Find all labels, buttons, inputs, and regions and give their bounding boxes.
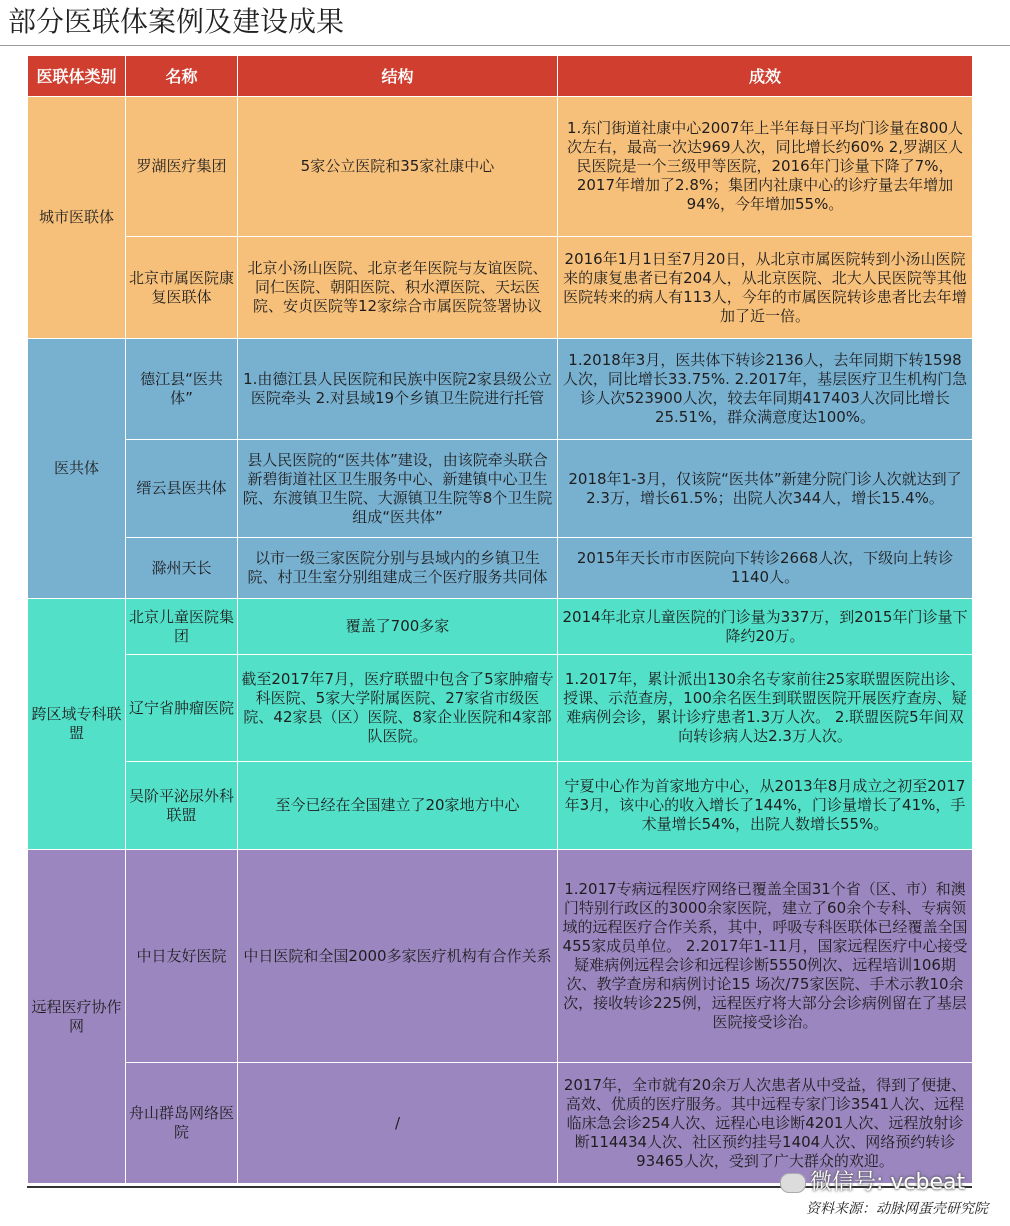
name-cell: 缙云县医共体 [126,440,238,538]
structure-cell: 县人民医院的“医共体”建设，由该院牵头联合新碧街道社区卫生服务中心、新建镇中心卫生院、东渡镇卫生院、大源镇卫生院等8个卫生院组成“医共体” [238,440,558,538]
result-cell: 1.2017年，累计派出130余名专家前往25家联盟医院出诊、授课、示范查房，100余名医生到联盟医院开展医疗查房、疑难病例会诊，累计诊疗患者1.3万人次。 2.联盟医院5年间双向转诊病人达2.3万人次。 [558,655,973,762]
name-cell: 德江县“医共体” [126,339,238,440]
structure-cell: 5家公立医院和35家社康中心 [238,97,558,237]
header-result: 成效 [558,56,973,97]
table-row [28,440,973,538]
page-title: 部分医联体案例及建设成果 [8,5,345,38]
name-cell: 滁州天长 [126,538,238,599]
wechat-watermark [780,1165,965,1196]
name-cell: 舟山群岛网络医院 [126,1063,238,1184]
table-row [28,538,973,599]
name-cell: 吴阶平泌尿外科联盟 [126,762,238,850]
source-note: 资料来源：动脉网蛋壳研究院 [806,1201,988,1217]
title-divider [0,45,1010,46]
wechat-icon [780,1173,806,1193]
table-row [28,237,973,339]
table-row [28,762,973,850]
result-cell: 2015年天长市市医院向下转诊2668人次，下级向上转诊1140人。 [558,538,973,599]
structure-cell: 覆盖了700多家 [238,599,558,655]
result-cell: 2014年北京儿童医院的门诊量为337万，到2015年门诊量下降约20万。 [558,599,973,655]
header-category: 医联体类别 [28,56,126,97]
name-cell: 北京儿童医院集团 [126,599,238,655]
category-cell: 城市医联体 [28,97,126,339]
result-cell: 1.东门街道社康中心2007年上半年每日平均门诊量在800人次左右，最高一次达969人次，同比增长约60% 2,罗湖区人民医院是一个三级甲等医院，2016年门诊量下降了7%，2017年增加了2.8%；集团内社康中心的诊疗量去年增加94%，今年增加55%。 [558,97,973,237]
structure-cell: 以市一级三家医院分别与县域内的乡镇卫生院、村卫生室分别组建成三个医疗服务共同体 [238,538,558,599]
table-row [28,655,973,762]
structure-cell: 至今已经在全国建立了20家地方中心 [238,762,558,850]
structure-cell: / [238,1063,558,1184]
medical-alliance-table [27,55,973,1184]
header-name: 名称 [126,56,238,97]
structure-cell: 北京小汤山医院、北京老年医院与友谊医院、同仁医院、朝阳医院、积水潭医院、天坛医院、安贞医院等12家综合市属医院签署协议 [238,237,558,339]
category-cell: 远程医疗协作网 [28,850,126,1184]
structure-cell: 截至2017年7月，医疗联盟中包含了5家肿瘤专科医院、5家大学附属医院、27家省市级医院、42家县（区）医院、8家企业医院和4家部队医院。 [238,655,558,762]
name-cell: 中日友好医院 [126,850,238,1063]
result-cell: 1.2017专病远程医疗网络已覆盖全国31个省（区、市）和澳门特别行政区的3000余家医院，建立了60余个专科、专病领域的远程医疗合作关系，其中，呼吸专科医联体已经覆盖全国455家成员单位。 2.2017年1-11月，国家远程医疗中心接受疑难病例远程会诊和远程诊断5550例次、远程培训106期次、教学查房和病例讨论15 场次/75家医院、手术示教10余次，接收转诊225例，远程医疗将大部分会诊病例留在了基层医院接受诊治。 [558,850,973,1063]
header-structure: 结构 [238,56,558,97]
category-cell: 医共体 [28,339,126,599]
table-row [28,850,973,1063]
name-cell: 罗湖医疗集团 [126,97,238,237]
name-cell: 辽宁省肿瘤医院 [126,655,238,762]
structure-cell: 1.由德江县人民医院和民族中医院2家县级公立医院牵头 2.对县域19个乡镇卫生院进行托管 [238,339,558,440]
table-header-row [28,56,973,97]
category-cell: 跨区域专科联盟 [28,599,126,850]
result-cell: 1.2018年3月，医共体下转诊2136人，去年同期下转1598人次，同比增长33.75%. 2.2017年，基层医疗卫生机构门急诊人次523900人次，较去年同期417403人次同比增长25.51%，群众满意度达100%。 [558,339,973,440]
table-row [28,339,973,440]
name-cell: 北京市属医院康复医联体 [126,237,238,339]
table-body [28,97,973,1184]
result-cell: 宁夏中心作为首家地方中心，从2013年8月成立之初至2017年3月，该中心的收入增长了144%，门诊量增长了41%，手术量增长54%，出院人数增长55%。 [558,762,973,850]
result-cell: 2016年1月1日至7月20日，从北京市属医院转到小汤山医院来的康复患者已有204人，从北京医院、北大人民医院等其他医院转来的病人有113人，今年的市属医院转诊患者比去年增加了近一倍。 [558,237,973,339]
table-row [28,97,973,237]
structure-cell: 中日医院和全国2000多家医疗机构有合作关系 [238,850,558,1063]
table-row [28,599,973,655]
result-cell: 2017年，全市就有20余万人次患者从中受益，得到了便捷、高效、优质的医疗服务。其中远程专家门诊3541人次、远程临床急会诊254人次、远程心电诊断4201人次、远程放射诊断114434人次、社区预约挂号1404人次、网络预约转诊93465人次，受到了广大群众的欢迎。 [558,1063,973,1184]
watermark-text: 微信号: vcbeat [810,1170,966,1195]
result-cell: 2018年1-3月，仅该院“医共体”新建分院门诊人次就达到了2.3万，增长61.5%；出院人次344人，增长15.4%。 [558,440,973,538]
